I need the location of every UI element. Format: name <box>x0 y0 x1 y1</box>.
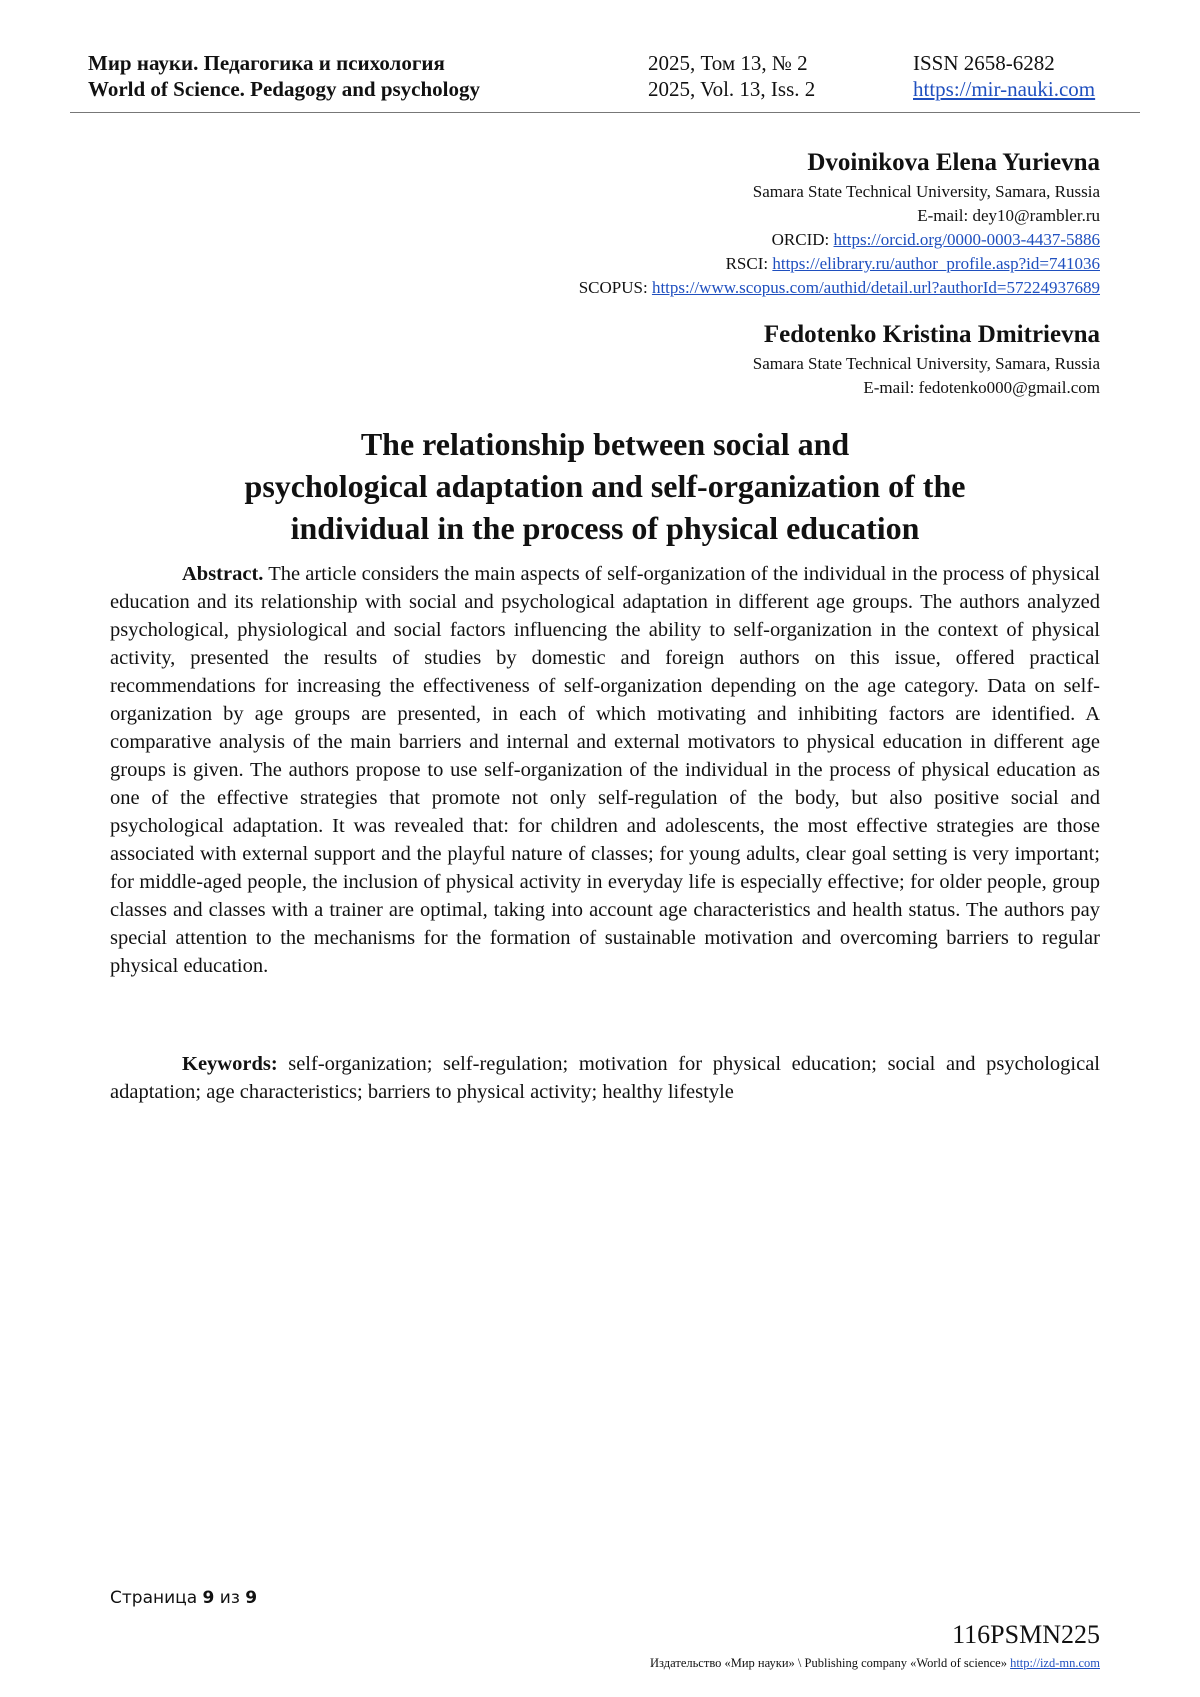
page-current: 9 <box>202 1588 215 1608</box>
author-rsci <box>579 252 1100 276</box>
header-divider <box>70 112 1140 113</box>
scopus-link[interactable]: https://www.scopus.com/authid/detail.url?authorId=57224937689 <box>651 278 1100 297</box>
orcid-label: ORCID: <box>771 230 834 249</box>
article-code: 116PSMN225 <box>952 1620 1100 1649</box>
keywords-text: self-organization; self-regulation; motivation for physical education; social and psychological adaptation; age characteristics; barriers to physical activity; healthy lifestyle <box>110 1053 1100 1103</box>
author-name: Dvoinikova Elena Yurievna <box>807 149 1100 176</box>
abstract-label: Abstract. <box>182 563 264 585</box>
author-affiliation: Samara State Technical University, Samara, Russia <box>752 182 1100 201</box>
issn-block <box>913 50 1095 102</box>
journal-name <box>88 50 480 102</box>
issue-en: 2025, Vol. 13, Iss. 2 <box>648 77 816 101</box>
author-email: E-mail: fedotenko000@gmail.com <box>863 378 1100 397</box>
publisher-link[interactable]: http://izd-mn.com <box>1010 1656 1100 1670</box>
author-name: Fedotenko Kristina Dmitrievna <box>763 321 1100 348</box>
journal-name-ru: Мир науки. Педагогика и психология <box>88 51 445 75</box>
article-title <box>110 423 1100 549</box>
page-of: из <box>214 1588 246 1608</box>
scopus-label: SCOPUS: <box>578 278 652 297</box>
publisher-line <box>650 1656 1100 1671</box>
title-line: The relationship between social and <box>360 426 850 462</box>
rsci-label: RSCI: <box>725 254 773 273</box>
author-email: E-mail: dey10@rambler.ru <box>917 206 1100 225</box>
orcid-link[interactable]: https://orcid.org/0000-0003-4437-5886 <box>833 230 1100 249</box>
keywords-label: Keywords: <box>182 1053 278 1075</box>
issue-ru: 2025, Том 13, № 2 <box>648 51 808 75</box>
page-total: 9 <box>245 1588 258 1608</box>
author-scopus <box>579 276 1100 300</box>
title-line: psychological adaptation and self-organization of the <box>244 468 966 504</box>
page-prefix: Страница <box>110 1588 203 1608</box>
author-orcid <box>579 228 1100 252</box>
author-block-1 <box>579 148 1100 300</box>
page-number <box>110 1588 257 1608</box>
rsci-link[interactable]: https://elibrary.ru/author_profile.asp?id=741036 <box>772 254 1100 273</box>
keywords <box>110 1050 1100 1106</box>
journal-name-en: World of Science. Pedagogy and psychology <box>88 77 481 101</box>
abstract <box>110 560 1100 980</box>
abstract-text: The article considers the main aspects of self-organization of the individual in the process of physical education and its relationship with social and psychological adaptation in different age groups. The authors analyzed psychological, physiological and social factors influencing the ability to self-organization in the context of physical activity, presented the results of studies by domestic and foreign authors on this issue, offered practical recommendations for increasing the effectiveness of self-organization depending on the age category. Data on self-organization by age groups are presented, in each of which motivating and inhibiting factors are identified. A comparative analysis of the main barriers and internal and external motivators to physical education in different age groups is given. The authors propose to use self-organization of the individual in the process of physical education as one of the effective strategies that promote not only self-regulation of the body, but also positive social and psychological adaptation. It was revealed that: for children and adolescents, the most effective strategies are those associated with external support and the playful nature of classes; for young adults, clear goal setting is very important; for middle-aged people, the inclusion of physical activity in everyday life is especially effective; for older people, group classes and classes with a trainer are optimal, taking into account age characteristics and health status. The authors pay special attention to the mechanisms for the formation of sustainable motivation and overcoming barriers to regular physical education. <box>110 563 1100 977</box>
issn: ISSN 2658-6282 <box>913 51 1055 75</box>
journal-site-link[interactable]: https://mir-nauki.com <box>913 77 1096 101</box>
title-line: individual in the process of physical education <box>290 510 920 546</box>
author-block-2 <box>753 320 1100 400</box>
publisher-text: Издательство «Мир науки» \ Publishing company «World of science» <box>650 1656 1011 1670</box>
issue-info <box>648 50 815 102</box>
author-affiliation: Samara State Technical University, Samara, Russia <box>752 354 1100 373</box>
